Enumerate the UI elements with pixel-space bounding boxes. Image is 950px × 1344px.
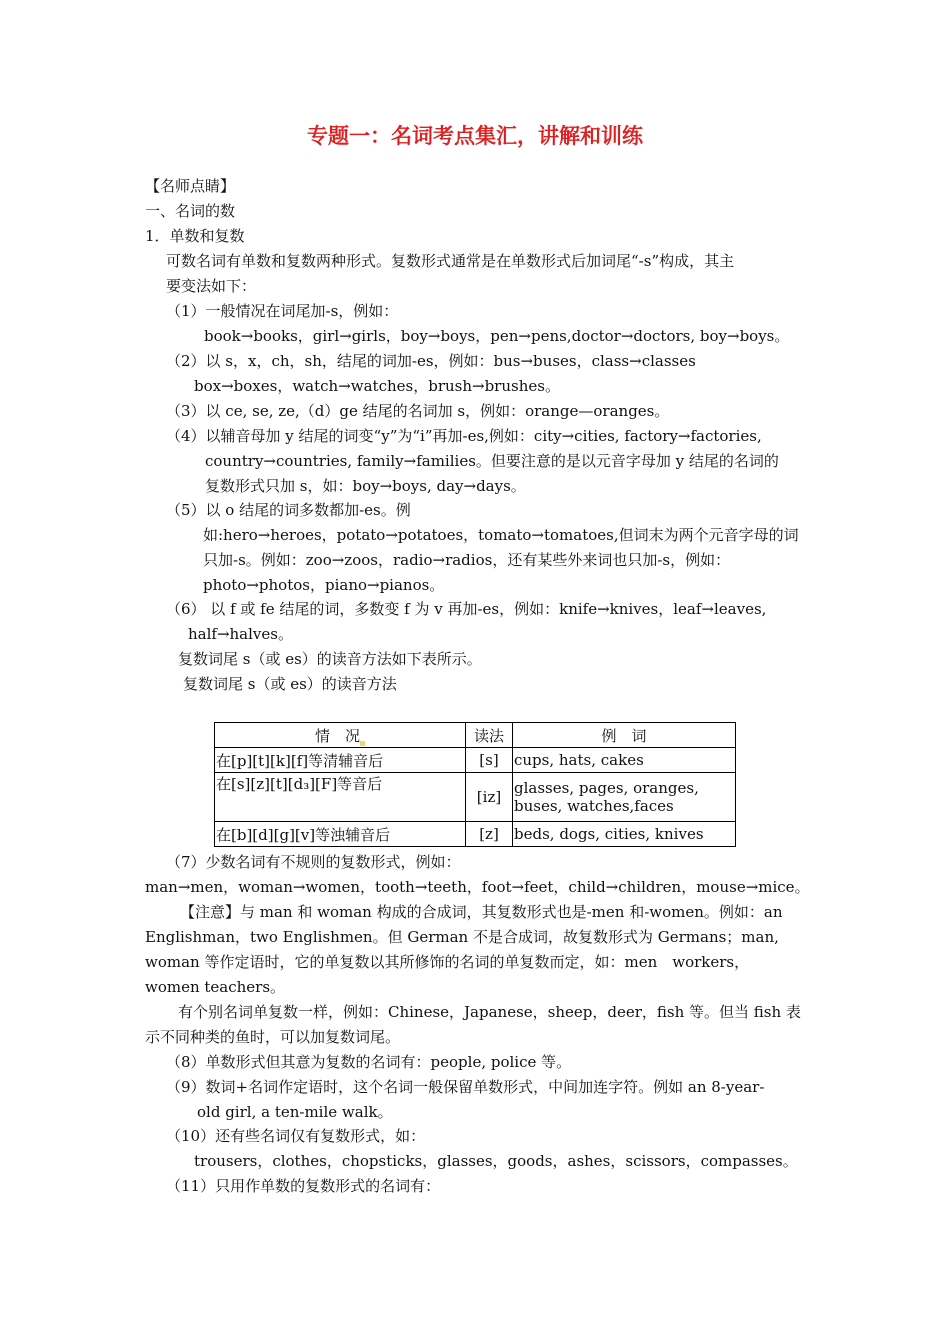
example-line: 如:hero→heroes，potato→potatoes，tomato→tomatoes,但词末为两个元音字母的词 xyxy=(203,526,799,544)
rule-item-5: （5）以 o 结尾的词多数都加-es。例 xyxy=(166,501,411,519)
paragraph-line: 有个别名词单复数一样，例如：Chinese，Japanese，sheep，deer，fish 等。但当 fish 表 xyxy=(178,1003,801,1021)
example-line: half→halves。 xyxy=(188,625,293,643)
example-line: photo→photos，piano→pianos。 xyxy=(203,576,445,594)
table-cell: cups, hats, cakes xyxy=(513,748,736,773)
rule-item-2: （2）以 s，x，ch，sh，结尾的词加-es，例如：bus→buses，class→classes xyxy=(166,352,696,370)
table-cell: [s] xyxy=(466,748,513,773)
heading-1: 一、名词的数 xyxy=(145,202,236,220)
rule-item-7: （7）少数名词有不规则的复数形式，例如： xyxy=(166,853,461,871)
paragraph-line: 复数词尾 s（或 es）的读音方法如下表所示。 xyxy=(178,650,482,668)
table-header-row xyxy=(215,723,736,748)
table-cell: 在[b][d][g][v]等浊辅音后 xyxy=(215,822,466,847)
note-line: 【注意】与 man 和 woman 构成的合成词，其复数形式也是-men 和-women。例如：an xyxy=(180,903,783,921)
example-line: man→men，woman→women，tooth→teeth，foot→feet，child→children，mouse→mice。 xyxy=(145,878,810,896)
table-cell: [z] xyxy=(466,822,513,847)
example-line: book→books，girl→girls，boy→boys，pen→pens,doctor→doctors, boy→boys。 xyxy=(204,327,790,345)
paragraph-line: 可数名词有单数和复数两种形式。复数形式通常是在单数形式后加词尾“-s”构成，其主 xyxy=(166,252,735,270)
rule-item-6: （6） 以 f 或 fe 结尾的词，多数变 f 为 v 再加-es，例如：knife→knives，leaf→leaves, xyxy=(166,600,767,618)
table-row xyxy=(215,822,736,847)
section-label: 【名师点睛】 xyxy=(145,177,236,195)
table-header-cell: 情 况 xyxy=(215,723,466,748)
highlight-mark xyxy=(360,741,365,746)
rule-item-11: （11）只用作单数的复数形式的名词有： xyxy=(166,1177,441,1195)
rule-item-4: （4）以辅音母加 y 结尾的词变“y”为“i”再加-es,例如：city→cities, factory→factories, xyxy=(166,427,762,445)
example-line: 只加-s。例如：zoo→zoos，radio→radios，还有某些外来词也只加-s，例如： xyxy=(203,551,731,569)
example-line: old girl, a ten-mile walk。 xyxy=(197,1103,393,1121)
paragraph-line: 示不同种类的鱼时，可以加复数词尾。 xyxy=(145,1028,401,1046)
table-cell: [iz] xyxy=(466,773,513,822)
table-header-cell: 例 词 xyxy=(513,723,736,748)
pronunciation-table xyxy=(214,722,736,847)
rule-item-9: （9）数词+名词作定语时，这个名词一般保留单数形式，中间加连字符。例如 an 8-year- xyxy=(166,1078,765,1096)
table-row xyxy=(215,748,736,773)
rule-item-8: （8）单数形式但其意为复数的名词有：people, police 等。 xyxy=(166,1053,572,1071)
note-line: women teachers。 xyxy=(145,978,286,996)
rule-item-1: （1）一般情况在词尾加-s，例如： xyxy=(166,302,399,320)
rule-item-10: （10）还有些名词仅有复数形式，如： xyxy=(166,1127,426,1145)
example-line: 复数形式只加 s，如：boy→boys, day→days。 xyxy=(205,477,526,495)
rule-item-3: （3）以 ce, se, ze,（d）ge 结尾的名词加 s，例如：orange—oranges。 xyxy=(166,402,670,420)
heading-2: 1．单数和复数 xyxy=(145,227,245,245)
table-cell: beds, dogs, cities, knives xyxy=(513,822,736,847)
example-line: trousers，clothes，chopsticks，glasses，goods，ashes，scissors，compasses。 xyxy=(194,1152,798,1170)
table-caption: 复数词尾 s（或 es）的读音方法 xyxy=(183,675,397,693)
page-title: 专题一：名词考点集汇，讲解和训练 xyxy=(307,124,643,148)
table-cell xyxy=(513,773,736,822)
table-cell-line: buses, watches,faces xyxy=(514,797,674,815)
example-line: box→boxes，watch→watches，brush→brushes。 xyxy=(194,377,560,395)
paragraph-line: 要变法如下： xyxy=(166,277,257,295)
table-cell: 在[s][z][t][d₃][F]等音后 xyxy=(215,773,466,822)
note-line: Englishman，two Englishmen。但 German 不是合成词，故复数形式为 Germans；man, xyxy=(145,928,779,946)
example-line: country→countries, family→families。但要注意的是以元音字母加 y 结尾的名词的 xyxy=(205,452,779,470)
table-header-cell: 读法 xyxy=(466,723,513,748)
table-cell-line: glasses, pages, oranges, xyxy=(514,779,699,797)
table-row xyxy=(215,773,736,822)
note-line: woman 等作定语时，它的单复数以其所修饰的名词的单复数而定，如：men workers， xyxy=(145,953,750,971)
table-cell: 在[p][t][k][f]等清辅音后 xyxy=(215,748,466,773)
